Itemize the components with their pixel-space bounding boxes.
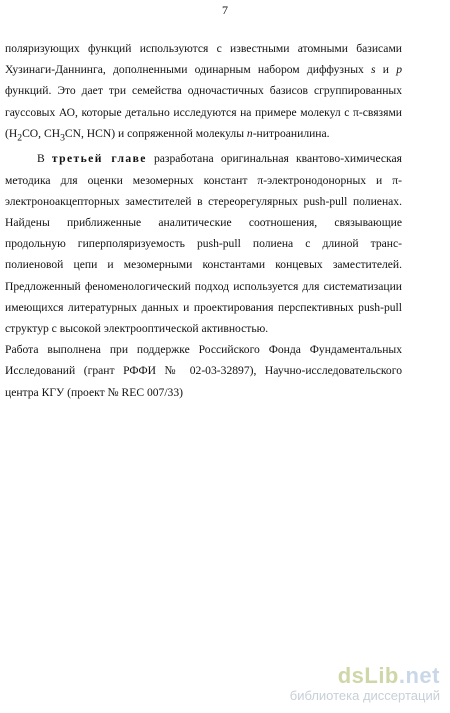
- text-italic: s: [371, 63, 376, 77]
- watermark-logo-text: dsLib.net: [337, 663, 440, 688]
- text-italic: p: [396, 63, 402, 77]
- paragraph: [5, 339, 402, 403]
- paragraph: [5, 148, 402, 339]
- text-run: и: [375, 63, 397, 77]
- document-body: [5, 38, 402, 403]
- watermark-subtitle: библиотека диссертаций: [289, 688, 440, 703]
- text-sub: 3: [60, 132, 65, 144]
- text-run: CN, HCN) и сопряженной молекулы: [64, 126, 247, 140]
- paragraph: [5, 38, 402, 148]
- text-run: Работа выполнена при поддержке Российского Фонда Фундаментальных Исследований (грант РФФИ № 02-03-32897), Научно-исследовательского центра КГУ (проект № REC 007/33): [5, 343, 402, 399]
- text-run: функций. Это дает три семейства одночастичных базисов сгруппированных гауссовых АО, которые детально исследуются на примере молекул с π-связями (H: [5, 84, 402, 140]
- text-run: В: [37, 152, 52, 166]
- text-run: поляризующих функций используются с известными атомными базисами Хузинаги-Даннинга, дополненными одинарным набором диффузных: [5, 42, 402, 77]
- watermark-logo: [240, 664, 440, 703]
- text-run: -нитроанилина.: [252, 126, 330, 140]
- text-run: разработана оригинальная квантово-химическая методика для оценки мезомерных констант π-электронодонорных и π-электроноакцепторных заместителей в стереорегулярных push-pull полиенах. Найдены приближенные аналитические соотношения, связывающие продольную гиперполяризуемость push-pull полиена с длиной транс-полиеновой цепи и мезомерными константами концевых заместителей. Предложенный феноменологический подход используется для систематизации имеющихся литературных данных и проектирования перспективных push-pull структур с высокой электрооптической активностью.: [5, 152, 402, 335]
- text-sub: 2: [17, 132, 23, 144]
- text-spaced: третьей главе: [51, 152, 147, 166]
- page-number: 7: [222, 3, 228, 17]
- text-run: CO, CH: [22, 126, 61, 140]
- text-italic: n: [246, 126, 253, 140]
